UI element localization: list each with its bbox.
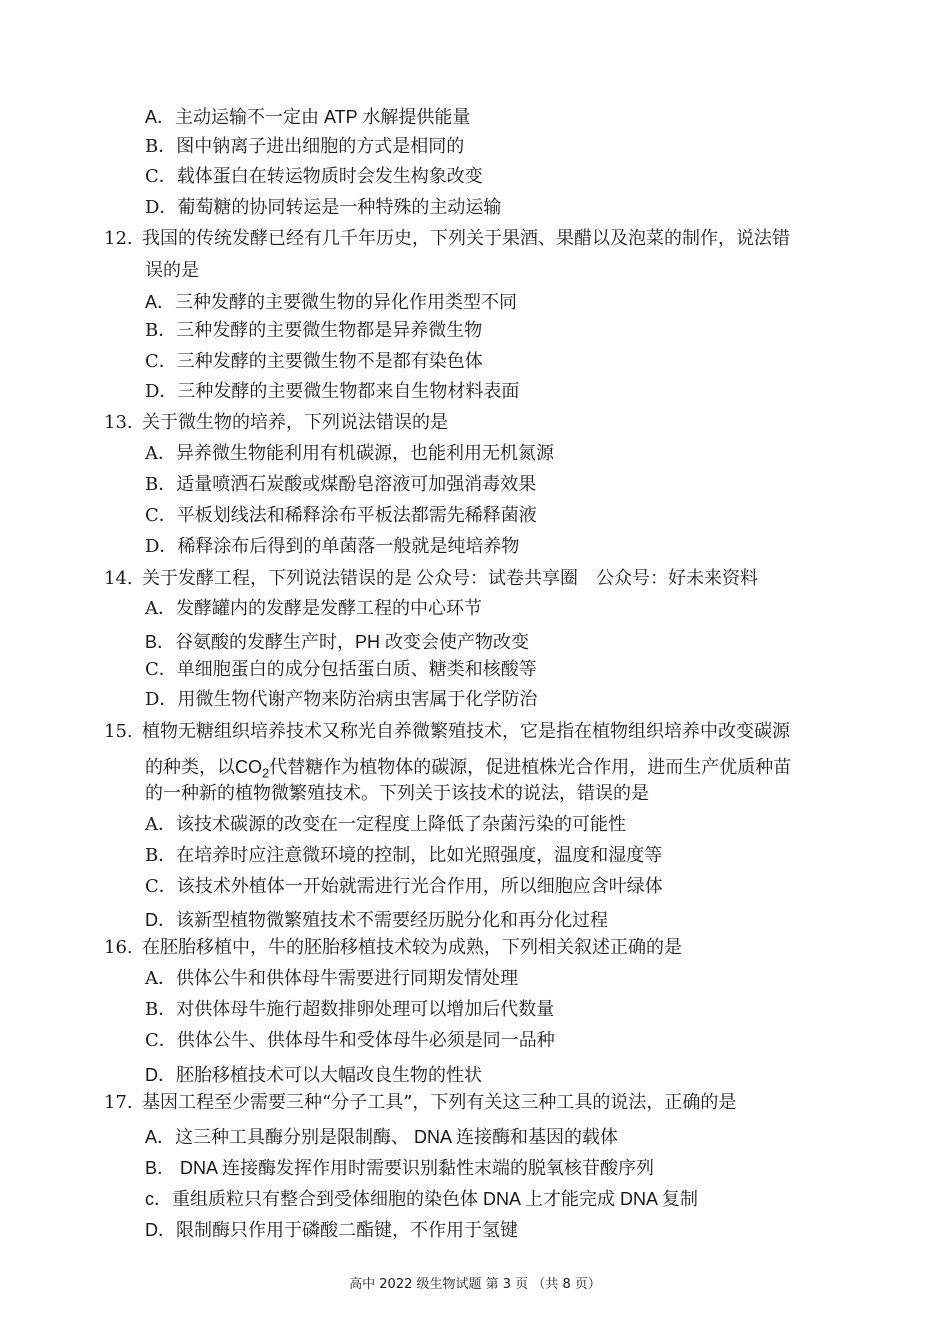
q12-stem-text: 我国的传统发酵已经有几千年历史，下列关于果酒、果醋以及泡菜的制作，说法错 (142, 228, 790, 249)
q17-option-a: A．这三种工具酶分别是限制酶、 DNA 连接酶和基因的载体 (145, 1127, 619, 1147)
q13-stem-text: 关于微生物的培养，下列说法错误的是 (142, 412, 448, 433)
q13-option-a: A．异养微生物能利用有机碳源，也能利用无机氮源 (145, 443, 554, 464)
q16-option-a: A．供体公牛和供体母牛需要进行同期发情处理 (145, 968, 518, 989)
q16-number: 16. (104, 937, 133, 958)
q14-option-d: D．用微生物代谢产物来防治病虫害属于化学防治 (145, 689, 538, 710)
q17-stem-text: 基因工程至少需要三种“分子工具”，下列有关这三种工具的说法，正确的是 (142, 1092, 737, 1113)
q12-option-c: C．三种发酵的主要微生物不是都有染色体 (145, 351, 483, 372)
watermark-text-1: 公众号：试卷共享圈 (416, 568, 578, 588)
q14-option-a: A．发酵罐内的发酵是发酵工程的中心环节 (145, 598, 482, 619)
q11-option-d: D．葡萄糖的协同转运是一种特殊的主动运输 (145, 197, 502, 218)
q17-option-b: B． DNA 连接酶发挥作用时需要识别黏性末端的脱氧核苷酸序列 (145, 1158, 655, 1178)
q15-option-b: B．在培养时应注意微环境的控制，比如光照强度，温度和湿度等 (145, 845, 663, 866)
q13-number: 13. (104, 412, 133, 433)
q17-stem (104, 1092, 736, 1114)
q17-option-c: c．重组质粒只有整合到受体细胞的染色体 DNA 上才能完成 DNA 复制 (145, 1189, 699, 1209)
q13-stem (104, 412, 448, 434)
q17-number: 17. (104, 1092, 133, 1113)
q13-option-d: D．稀释涂布后得到的单菌落一般就是纯培养物 (145, 536, 520, 557)
co2-subscript: 2 (262, 765, 270, 781)
q15-option-d: D．该新型植物微繁殖技术不需要经历脱分化和再分化过程 (145, 910, 608, 930)
q15-stem-cont-a: 的种类，以 (145, 757, 235, 777)
q15-stem-continued-2: 的一种新的植物微繁殖技术。下列关于该技术的说法，错误的是 (145, 783, 649, 804)
page-footer: 高中 2022 级生物试题 第 3 页 （共 8 页） (349, 1277, 601, 1292)
q14-stem (104, 567, 758, 590)
q16-option-c: C．供体公牛、供体母牛和受体母牛必须是同一品种 (145, 1030, 555, 1051)
q12-number: 12. (104, 228, 133, 249)
q15-stem-continued (145, 756, 791, 785)
q15-stem (104, 721, 790, 743)
q12-option-d: D．三种发酵的主要微生物都来自生物材料表面 (145, 381, 520, 402)
q16-stem (104, 937, 682, 959)
q11-option-c: C．载体蛋白在转运物质时会发生构象改变 (145, 166, 483, 187)
q15-number: 15. (104, 721, 133, 742)
co2-formula: CO (235, 757, 262, 777)
q15-option-a: A．该技术碳源的改变在一定程度上降低了杂菌污染的可能性 (145, 814, 626, 835)
q12-option-b: B．三种发酵的主要微生物都是异养微生物 (145, 320, 483, 341)
q13-option-c: C．平板划线法和稀释涂布平板法都需先稀释菌液 (145, 505, 537, 526)
q11-option-b: B．图中钠离子进出细胞的方式是相同的 (145, 136, 465, 157)
q13-option-b: B．适量喷洒石炭酸或煤酚皂溶液可加强消毒效果 (145, 474, 537, 495)
q14-number: 14. (104, 568, 133, 589)
q15-stem-text: 植物无糖组织培养技术又称光自养微繁殖技术，它是指在植物组织培养中改变碳源 (142, 721, 790, 742)
q15-stem-cont-b: 代替糖作为植物体的碳源，促进植株光合作用，进而生产优质种苗 (269, 757, 792, 778)
q14-option-c: C．单细胞蛋白的成分包括蛋白质、糖类和核酸等 (145, 659, 537, 680)
q14-stem-text: 关于发酵工程，下列说法错误的是 (142, 568, 412, 589)
q16-stem-text: 在胚胎移植中，牛的胚胎移植技术较为成熟，下列相关叙述正确的是 (142, 937, 682, 958)
q15-option-c: C．该技术外植体一开始就需进行光合作用，所以细胞应含叶绿体 (145, 876, 663, 897)
q12-stem (104, 228, 790, 250)
q14-option-b: B．谷氨酸的发酵生产时，PH 改变会使产物改变 (145, 632, 530, 652)
q17-option-d: D．限制酶只作用于磷酸二酯键，不作用于氢键 (145, 1220, 518, 1240)
q11-option-a: A．主动运输不一定由 ATP 水解提供能量 (145, 107, 471, 127)
watermark-text-2: 公众号：好未来资料 (596, 568, 758, 588)
q16-option-b: B．对供体母牛施行超数排卵处理可以增加后代数量 (145, 999, 555, 1020)
q12-stem-continued: 误的是 (145, 260, 199, 281)
q12-option-a: A．三种发酵的主要微生物的异化作用类型不同 (145, 292, 518, 312)
q16-option-d: D．胚胎移植技术可以大幅改良生物的性状 (145, 1065, 482, 1085)
